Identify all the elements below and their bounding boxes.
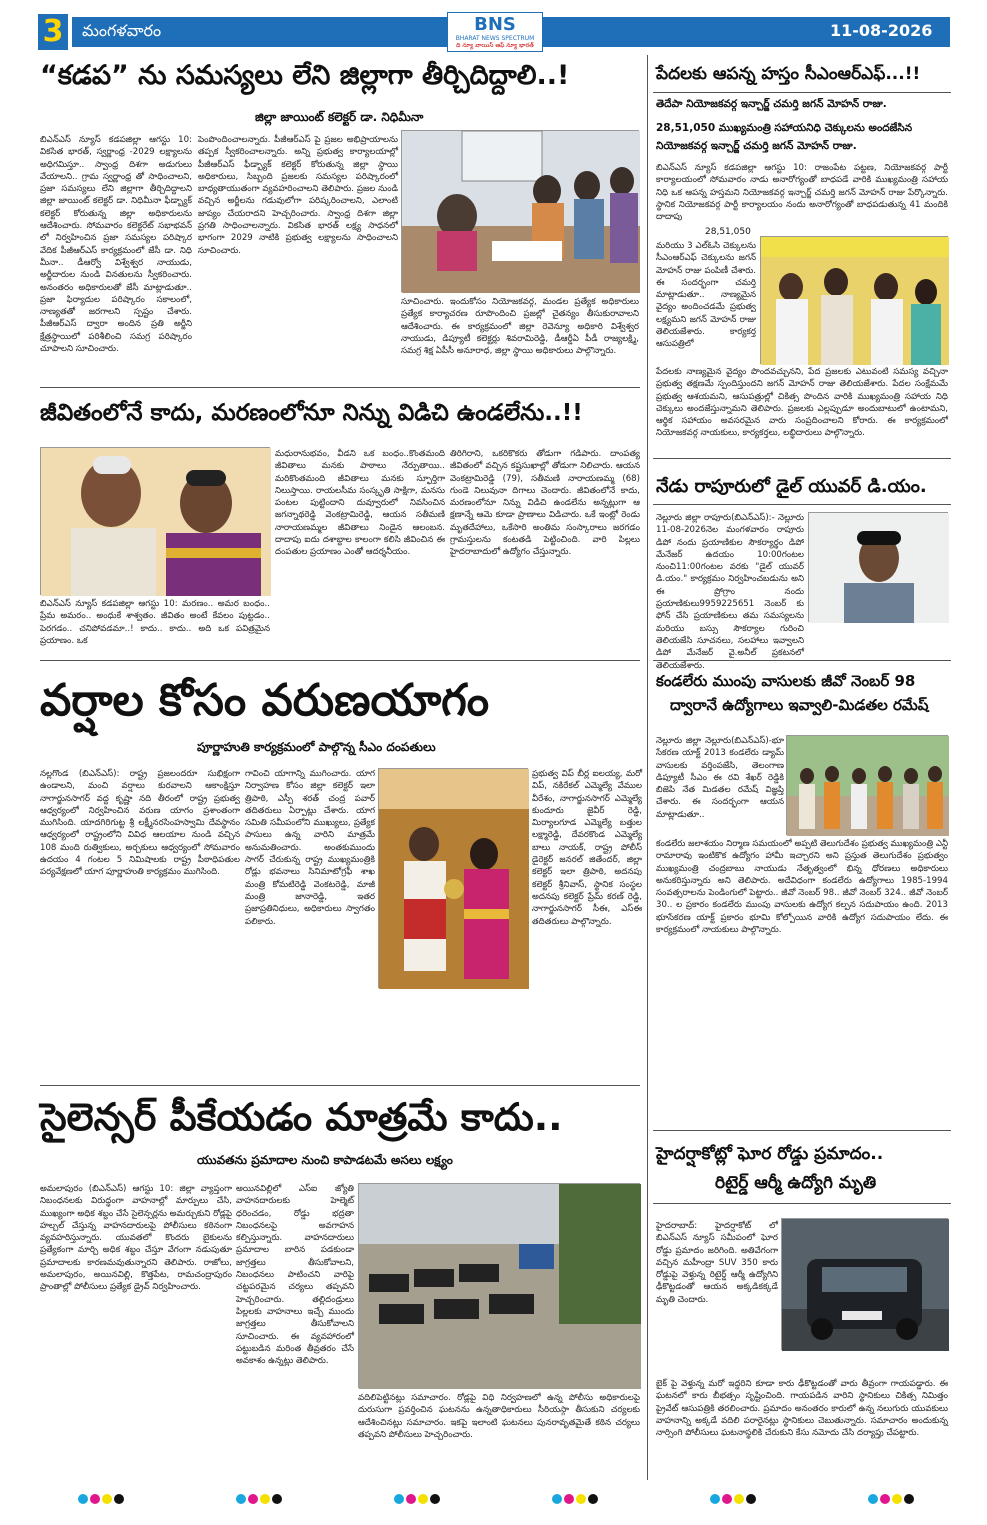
- separator: [40, 1085, 640, 1086]
- couple-photo: [40, 447, 270, 595]
- kadapa-byline: జిల్లా జాయింట్ కలెక్టర్ డా. నిధిమీనా: [255, 110, 424, 124]
- logo-title: BNS: [474, 14, 516, 35]
- bikes-photo: [358, 1183, 640, 1388]
- jeevitham-col2: మధురానుభవం, వీడని ఒక బంధం..కొంతమంది జీవితాలు మనకు పాఠాలు నేర్పుతాయి.. మరికొంతమంది జీవితాలు మనకు స్ఫూర్తిగా నిలుస్తాయి. రాయలసీమ సంస్కృతి సాక్షిగా, మనసు పంటల పుట్టిందాని దువ్వూరులో నివసించిన జగన్నాథరెడ్డి వెంకట్రామిరెడ్డి, ఆయన సతీమణి నారాయణమ్మల జీవితాలు నిండైన ఆలంబన. దాదాపు ఐదు దశాబ్దాల కాలంగా కలిసి జీవించిన ఈ దంపతుల ప్రయాణం ఎంతో ఆదర్శనీయం.: [275, 449, 445, 558]
- cmrf-sub2: 28,51,050 ముఖ్యమంత్రి సహాయనిధి చెక్కులను అందజేసిన నియోజకవర్గ ఇన్చార్జ్ చమర్తి జగన్ మోహన్ రాజు.: [656, 122, 913, 152]
- cmrf-left: మరియు 3 ఎల్ఓసి చెక్కులను సీఎంఆర్ఎఫ్ చెక్కులను జగన్ మోహన్ రాజు పంపిణీ చేశారు. ఈ సందర్భంగా చమర్తి మాట్లాడుతూ.. నాణ్యమైన వైద్యం అందించడమే ప్రభుత్వ లక్ష్యమని జగన్ మోహన్ రాజు తెలియజేశారు. కార్యకర్త ఆసుపత్రిలో: [656, 241, 756, 350]
- silencer-headline: సైలెన్సర్ పీకేయడం మాత్రమే కాదు..: [40, 1095, 563, 1139]
- separator: [653, 92, 951, 93]
- yagam-photo: [378, 768, 528, 988]
- kadapa-photo: [401, 130, 639, 292]
- varuna-col1: నల్లగొండ (బిఎన్ఎస్): రాష్ట్ర ప్రజలందరూ సుభిక్షంగా ఉండాలని, మంచి వర్షాలు కురవాలని ఆకాంక్షిస్తూ నాగార్జునసాగర్ వద్ద కృష్ణా నది తీరంలో రాష్ట్ర ప్రభుత్వ ఆధ్వర్యంలో నిర్వహించిన వరుణ యాగం ప్రశాంతంగా ముగిసింది. యాదగిరిగుట్ట శ్రీ లక్ష్మీనరసింహస్వామి దేవస్థానం ఆధ్వర్యంలో రాష్ట్రంలోని వివిధ ఆలయాల నుండి వచ్చిన 108 మంది రుత్వికులు, అర్చకులు ఆధ్వర్యంలో సోమవారం ఉదయం 4 గంటల 5 నిమిషాలకు రాష్ట్ర పీఠాధిపతుల పర్యవేక్షణలో యాగ పూర్ణాహుతి కార్యక్రమం ముగిసింది.: [40, 769, 240, 878]
- color-registration-marks: [868, 1494, 914, 1504]
- accident-body: బైక్ పై వెళ్తున్న మరో ఇద్దరిని కూడా కారు ఢీకొట్టడంతో వారు తీవ్రంగా గాయపడ్డారు. ఈ ఘటనలో కారు బీభత్సం సృష్టించింది. గాయపడిన వారిని స్థానికులు చికిత్స నిమిత్తం ప్రైవేట్ ఆసుపత్రికి తరలించారు. ప్రమాదం అనంతరం కారులో ఉన్న నలుగురు యువకులు వాహనాన్ని అక్కడే వదిలి పరారైనట్లు స్థానికులు చెబుతున్నారు. సమాచారం అందుకున్న నార్సింగి పోలీసులు ఘటనాస్థలికి చేరుకుని కేసు నమోదు చేసి దర్యాప్తు చేపట్టారు.: [656, 1379, 948, 1439]
- header-date: 11-08-2026: [830, 21, 933, 40]
- separator: [653, 504, 951, 505]
- silencer-byline: యువతను ప్రమాదాల నుంచి కాపాడటమే అసలు లక్ష్యం: [197, 1153, 453, 1167]
- jeevitham-caption: బిఎన్ఎస్ న్యూస్ కడపజిల్లా ఆగస్టు 10: మరణం.. అమర బంధం.. ప్రేమ అమరం.. అంధుకే శాశ్వతం. జీవితం అంటే కేవలం పుట్టడం.. పెరగడం.. చనిపోవడమా..! కాదు.. కాదు.. అది ఒక పవిత్రమైన ప్రయాణం. ఒక: [40, 599, 270, 646]
- varuna-col2: గావించి యాగాన్ని ముగించారు. యాగ నిర్వాహణ కోసం జిల్లా కలెక్టర్ ఇలా త్రిపాఠి, ఎస్పీ శరత్ చంద్ర పవార్ తదితరులు ఏర్పాట్లు చేశారు. యాగ సమితి సమీపంలోని ముఖ్యులు, ప్రత్యేక పాసులు ఉన్న వారిని మాత్రమే అనుమతించారు. అంతకుముందు సాగర్ చేరుకున్న రాష్ట్ర ముఖ్యమంత్రికి రోడ్లు భవనాలు సినిమాటోగ్రఫీ శాఖ మంత్రి కోమటిరెడ్డి వెంకటరెడ్డి, మాజీ మంత్రి జానారెడ్డి, ఇతర ప్రజాప్రతినిధులు, అధికారులు స్వాగతం పలికారు.: [245, 769, 375, 927]
- cmrf-body: పేదలకు నాణ్యమైన వైద్యం పొందవచ్చునని, పేద ప్రజలకు ఎటువంటి సమస్య వచ్చినా ప్రభుత్వ తక్షణమే స్పందిస్తుందని జగన్ మోహన్ రాజు తెలియజేశారు. పేదల సంక్షేమమే ప్రభుత్వ ఆశయమని, ఆసుపత్రుల్లో చికిత్స పొందిన వారికి ముఖ్యమంత్రి సహాయ నిధి చెక్కులు అందజేస్తున్నామని తెలిపారు. ప్రజలకు ఎల్లప్పుడూ అందుబాటులో ఉంటామని, ఆర్థిక సహాయం అవసరమైన వారు సంప్రదించాలని కోరారు. ఈ కార్యక్రమంలో నియోజకవర్గ నాయకులు, కార్యకర్తలు, లబ్ధిదారులు పాల్గొన్నారు.: [656, 367, 948, 439]
- kandaleru-headline2: ద్వారానే ఉద్యోగాలు ఇవ్వాలి-మిడతల రమేష్: [670, 696, 929, 714]
- kadapa-col2: పెంపొందించాలన్నారు. పీజీఆర్ఎస్ పై ప్రజల అభిప్రాయాలను తప్పక స్వీకరించాలన్నారు. అన్ని ప్రభుత్వ కార్యాలయాల్లో పీజీఆర్ఎస్ ఫీడ్బ్యాక్ కలెక్టర్ కోరుతున్న జిల్లా స్థాయి అధికారులు, సిబ్బంది ప్రజలకు సమస్యల పరిష్కారంలో బాధ్యతాయుతంగా వ్యవహరించాలని తెలిపారు. ప్రజల నుండి వచ్చిన అర్జీలను గడువులోగా పరిష్కరించాలని, ఎలాంటి జాప్యం చేయరాదని హెచ్చరించారు. స్వాంధ్ర దిశగా జిల్లా ప్రగతి సాధించాలన్నారు. వికసిత భారత్ లక్ష్య సాధనలో భాగంగా 2029 నాటికి ప్రభుత్వ లక్ష్యాలను సాధించాలని సూచించారు.: [198, 135, 398, 256]
- accident-left: హైదరాబాద్: హైదర్షాకోట్ లో బిఎన్ఎస్ న్యూస్ సమీపంలో ఘోర రోడ్డు ప్రమాదం జరిగింది. అతివేగంగా వచ్చిన మహీంద్రా SUV 350 కారు రోడ్డుపై వెళ్తున్న రిటైర్డ్ ఆర్మీ ఉద్యోగిని ఢీకొట్టడంతో ఆయన అక్కడికక్కడే మృతి చెందారు.: [656, 1221, 778, 1305]
- dialyour-body-left: నెల్లూరు జిల్లా రాపూరు(బిఎన్ఎస్):- నెల్లూరు 11-08-2026నెల మంగళవారం రాపూరు డిపో నందు ప్రయాణికుల సౌకర్యార్థం డిపో మేనేజర్ ఉదయం 10:00గంటల నుంచి11:00గంటల వరకు "డైల్ యువర్ డి.యం." కార్యక్రమం నిర్వహించబడును అని ఈ ప్రోగ్రాం నందు ప్రయాణికులు9959225651 నెంబర్ కు ఫోన్ చేసి ప్రయాణికులు తమ సమస్యలను మరియు బస్సు సౌకర్యాల గురించి తెలియజేసి సూచనలు, సలహాలు ఇవ్వాలని డిపో మేనేజర్ వై.అనీల్ ప్రకటనలో తెలియజేశారు.: [656, 513, 804, 671]
- separator: [40, 387, 640, 388]
- silencer-col2: అయినవిల్లిలో ఎస్ఐ జ్యోతి వాహనదారులకు హెల్మెట్ ధరించడం, రోడ్డు భద్రతా నిబంధనలపై అవగాహన కల్పిస్తున్నారు. వాహనదారులు ప్రమాదాల బారిన పడకుండా జాగ్రత్తలు తీసుకోవాలని, నిబంధనలు పాటించని వారిపై చట్టపరమైన చర్యలు తప్పవని హెచ్చరించారు. తల్లిదండ్రులు పిల్లలకు వాహనాలు ఇచ్చే ముందు జాగ్రత్తలు తీసుకోవాలని సూచించారు. ఈ వ్యవహారంలో పట్టుబడిన మరింత తీవ్రతరం చేసే అవకాశం ఉన్నట్లు తెలిపారు.: [236, 1184, 354, 1367]
- accident-headline2: రిటైర్డ్ ఆర్మీ ఉద్యోగి మృతి: [715, 1173, 877, 1193]
- kandaleru-body: కండలేరు జలాశయం నిర్మాణ సమయంలో అప్పటి తెలుగుదేశం ప్రభుత్వ ముఖ్యమంత్రి ఎన్టీ రామారావు ఇంటికొక ఉద్యోగం హామీ ఇచ్చారని అని ప్రస్తుత తెలుగుదేశం ప్రభుత్వం ముఖ్యమంత్రి చంద్రబాబు నాయుడు నేతృత్వంలో భిన్న ధోరణలు అధికారులు అనుకరిస్తున్నారు అని తెలిపారు. అదేవిధంగా కండలేరు ఉద్యోగాలు 1985-1994 సంవత్సరాలను పెండింగులో పెట్టారు.. జీవో నెంబర్ 98.. జీవో నెంబర్ 324.. జీవో నెంబర్ 30.. ల ప్రకారం కండలేరు ముంపు వాసులకు ఉద్యోగ కల్పన సదుపాయం ఉంది. 2013 భూసేకరణ యాక్ట్ ప్రకారం భూమి కోల్పోయిన వారికి ఉద్యోగ సదుపాయం లేదు. ఈ కార్యక్రమంలో నాయకులు పాల్గొన్నారు.: [656, 839, 948, 936]
- accident-headline1: హైదర్షాకోట్లో ఘోర రోడ్డు ప్రమాదం..: [656, 1144, 884, 1164]
- kandaleru-headline1: కండలేరు ముంపు వాసులకు జీవో నెంబర్ 98: [656, 672, 916, 690]
- separator: [40, 660, 640, 661]
- dm-photo: [808, 512, 948, 622]
- logo-subtitle: BHARAT NEWS SPECTRUM: [455, 35, 535, 42]
- varuna-byline: పూర్ణాహుతి కార్యక్రమంలో పాల్గొన్న సీఎం దంపతులు: [197, 740, 436, 754]
- separator: [653, 1203, 951, 1204]
- column-divider: [647, 55, 648, 1480]
- kandaleru-left: నెల్లూరు జిల్లా నెల్లూరు(బిఎన్ఎస్)-భూ సేకరణ యాక్ట్ 2013 కండలేరు డ్యామ్ వాసులకు వర్తింపజేసి, తెలంగాణ డిప్యూటీ సీఎం ఈ రవి శేఖర్ రెడ్డికి బిజెపి నేత మిడతల రమేష్ విజ్ఞప్తి చేశారు. ఈ సందర్భంగా ఆయన మాట్లాడుతూ..: [656, 736, 784, 820]
- cmrf-lead: బిఎన్ఎస్ న్యూస్ కడపజిల్లా ఆగస్టు 10: రాజంపేట పట్టణ, నియోజకవర్గ పార్టీ కార్యాలయంలో సోమవారం నాడు అనారోగ్యంతో బాధపడే వారికి ముఖ్యమంత్రి సహాయ నిధి ఒక ఆపన్న హస్తమని నియోజకవర్గ ఇన్చార్జ్ చమర్తి జగన్ మోహన్ రాజు పేర్కొన్నారు. స్థానిక నియోజకవర్గ పార్టీ కార్యాలయం నందు అనారోగ్యంతో బాధపడుతున్న 41 మందికి దాదాపు: [656, 163, 948, 223]
- bns-logo: [447, 12, 543, 52]
- accident-photo: [781, 1218, 948, 1350]
- cmrf-headline: పేదలకు ఆపన్న హస్తం సీఎంఆర్ఎఫ్...!!: [656, 64, 921, 84]
- cmrf-amount: 28,51,050: [705, 227, 751, 237]
- silencer-col3: వదిలిపెట్టినట్లు సమాచారం. రోడ్లపై విధి నిర్వహణలో ఉన్న పోలీసు అధికారులపై దురుసుగా ప్రవర్తించిన ఘటనను ఉన్నతాధికారులు సీరియస్గా తీసుకుని చర్యలకు ఆదేశించినట్లు సమాచారం. ఇకపై ఇలాంటి ఘటనలు పునరావృతమైతే కఠిన చర్యలు తప్పవని పోలీసులు హెచ్చరించారు.: [358, 1393, 640, 1440]
- header-day: మంగళవారం: [82, 21, 162, 40]
- silencer-col1: అమలాపురం (బిఎన్ఎస్) ఆగస్టు 10: జిల్లా వ్యాప్తంగా నిబంధనలకు విరుద్ధంగా వాహనాల్లో మార్పులు చేసి, ముఖ్యంగా అధిక శబ్దం చేసే సైలెన్సర్లను అమర్చుకుని రోడ్లపై హల్చల్ చేస్తున్న వాహనదారులపై పోలీసులు కఠినంగా వ్యవహరిస్తున్నారు. యువతలో కొందరు బైకులను ప్రత్యేకంగా మార్చి అధిక శబ్దం చేస్తూ వేగంగా నడుపుతూ ప్రమాదాలకు కారణమవుతున్నారని తెలిపారు. రాజోలు, అమలాపురం, అయినవిల్లి, కొత్తపేట, రామచంద్రాపురం ప్రాంతాల్లో పోలీసులు ప్రత్యేక డ్రైవ్ నిర్వహించారు.: [40, 1184, 232, 1293]
- varuna-col3: ప్రభుత్వ విప్ బీర్ల ఐలయ్య, మరో విప్, నకిరేకల్ ఎమ్మెల్యే వేముల వీరేశం, నాగార్జునసాగర్ ఎమ్మెల్యే కుందూరు జైవీర్ రెడ్డి, మిర్యాలగూడ ఎమ్మెల్యే బత్తుల లక్ష్మారెడ్డి, దేవరకొండ ఎమ్మెల్యే బాలు నాయక్, రాష్ట్ర పోలీస్ డైరెక్టర్ జనరల్ జితేందర్, జిల్లా కలెక్టర్ ఇలా త్రిపాఠి, అదనపు కలెక్టర్ శ్రీనివాస్, స్థానిక సంస్థల అదనపు కలెక్టర్ ప్రేమ్ కరణ్ రెడ్డి, నాగార్జునసాగర్ సీఈ, ఎస్ఈ తదితరులు పాల్గొన్నారు.: [532, 769, 642, 927]
- cmrf-photo: [760, 236, 948, 364]
- separator: [653, 660, 951, 661]
- kadapa-col1: బిఎన్ఎస్ న్యూస్ కడపజిల్లా ఆగస్టు 10: వికసిత భారత్, స్వర్ణాంధ్ర -2029 లక్ష్యాలను అధిగమిస్తూ.. స్వాంధ్ర దిశగా అడుగులు వేయాలని.. గ్రామ స్వర్ణాంధ్ర తో సాధించాలని, ప్రజా సమస్యలు లేని జిల్లాగా తీర్చిదిద్దాలని జిల్లా జాయింట్ కలెక్టర్ డా. నిధిమీనా ఫీడ్బ్యాక్ కలెక్టర్ కోరుతున్న జిల్లా అధికారులను ఆదేశించారు. సోమవారం కలెక్టరేట్ సభాభవన్ లో నిర్వహించిన ప్రజా సమస్యల పరిష్కార వేదిక పీజీఆర్ఎస్ కార్యక్రమంలో జేసీ డా. నిధి మీనా.. డీఆర్వో విశ్వేశ్వర నాయుడు, అర్జీదారుల నుండి వినతులను స్వీకరించారు. అనంతరం అధికారులతో జేసీ మాట్లాడుతూ.. ప్రజా ఫిర్యాదుల పరిష్కారం సకాలంలో, నాణ్యతతో జరగాలని స్పష్టం చేశారు. పీజీఆర్ఎస్ ద్వారా అందిన ప్రతి అర్జీని క్షేత్రస్థాయిలో పరిశీలించి సమగ్ర పరిష్కారం చూపాలని సూచించారు.: [40, 135, 192, 355]
- dialyour-headline: నేడు రాపూరులో డైల్ యువర్ డి.యం.: [656, 476, 927, 497]
- kadapa-headline: “కడప” ను సమస్యలు లేని జిల్లాగా తీర్చిదిద్దాలి..!: [40, 60, 570, 91]
- color-registration-marks: [710, 1494, 756, 1504]
- color-registration-marks: [236, 1494, 282, 1504]
- cmrf-sub1: తెదేపా నియోజకవర్గ ఇన్చార్జ్ చమర్తి జగన్ మోహన్ రాజు.: [656, 98, 887, 110]
- kadapa-col3: సూచించారు. ఇందుకోసం నియోజకవర్గ, మండల ప్రత్యేక అధికారులు ప్రత్యేక కార్యాచరణ రూపొందించి ప్రజల్లో చైతన్యం తీసుకురావాలని ఆదేశించారు. ఈ కార్యక్రమంలో జిల్లా రెవెన్యూ అధికారి విశ్వేశ్వర నాయుడు, డిప్యూటీ కలెక్టర్లు శివరామిరెడ్డి, డీఆర్డీఏ పీడీ రాజ్యలక్ష్మి, సమగ్ర శిక్ష ఏపీసీ అనూరాధ, జిల్లా స్థాయి అధికారులు పాల్గొన్నారు.: [401, 297, 639, 357]
- separator: [653, 458, 951, 459]
- jeevitham-col3: తిరిగిరాని, ఒకరికొకరు తోడుగా గడిపారు. దాంపత్య జీవితంలో వచ్చిన కష్టసుఖాల్లో తోడుగా నిలిచారు. ఆయన వెంకట్రామిరెడ్డి (79), సతీమణి నారాయణమ్మ (68) గుండె నిలువునా దిగాలు చెందారు. జీవితంలోనే కాదు, మరణంలోనూ నిన్ను విడిచి ఉండలేను అన్నట్లుగా ఆ క్షణాన్నే ఆమె కూడా ప్రాణాలు విడిచారు. ఒకే ఇంట్లో రెండు మృతదేహాలు, ఒకేసారి అంతిమ సంస్కారాలు జరగడం గ్రామస్తులను కంటతడి పెట్టించింది. వారి పిల్లలు హైదరాబాదులో ఉద్యోగం చేస్తున్నారు.: [450, 449, 640, 558]
- color-registration-marks: [78, 1494, 124, 1504]
- color-registration-marks: [394, 1494, 440, 1504]
- separator: [653, 1130, 951, 1131]
- page-number: 3: [38, 14, 68, 50]
- varuna-headline: వర్షాల కోసం వరుణయాగం: [40, 675, 490, 726]
- jeevitham-headline: జీవితంలోనే కాదు, మరణంలోనూ నిన్ను విడిచి ఉండలేను..!!: [40, 400, 583, 426]
- kandaleru-photo: [786, 735, 948, 835]
- color-registration-marks: [552, 1494, 598, 1504]
- logo-tagline: ది న్యూ వాయిస్ ఆఫ్ న్యూ భారత్: [456, 42, 534, 49]
